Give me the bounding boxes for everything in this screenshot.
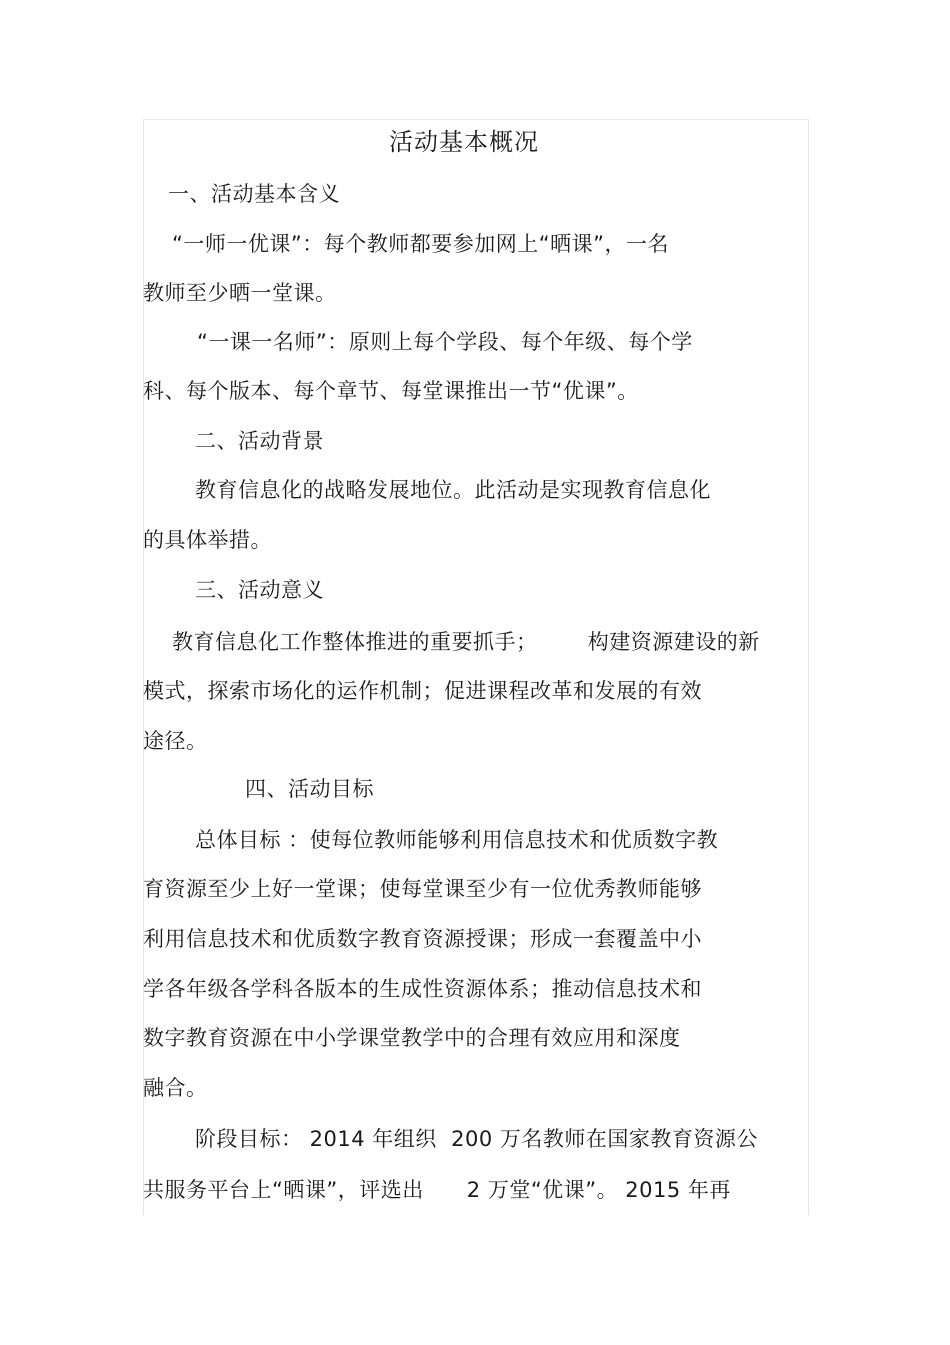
overall-goal-line-4: 学各年级各学科各版本的生成性资源体系；推动信息技术和 — [143, 977, 702, 1001]
overall-goal-line-3: 利用信息技术和优质数字教育资源授课；形成一套覆盖中小 — [143, 927, 702, 951]
section-2-para-line-1: 教育信息化的战略发展地位。此活动是实现教育信息化 — [195, 478, 711, 502]
section-1-para-1-line-2: 教师至少晒一堂课。 — [143, 281, 337, 305]
section-4-heading: 四、活动目标 — [245, 777, 374, 801]
section-1-para-2-line-2: 科、每个版本、每个章节、每堂课推出一节“优课”。 — [143, 379, 639, 403]
overall-goal-line-5: 数字教育资源在中小学课堂教学中的合理有效应用和深度 — [143, 1026, 681, 1050]
overall-goal-line-2: 育资源至少上好一堂课；使每堂课至少有一位优秀教师能够 — [143, 877, 702, 901]
section-1-heading: 一、活动基本含义 — [168, 182, 340, 206]
section-1-para-2-line-1: “一课一名师”：原则上每个学段、每个年级、每个学 — [197, 330, 693, 354]
section-2-para-line-2: 的具体举措。 — [143, 528, 272, 552]
overall-goal-line-1: 总体目标 ：使每位教师能够利用信息技术和优质数字教 — [195, 828, 719, 852]
section-1-para-1-line-1: “一师一优课”：每个教师都要参加网上“晒课”，一名 — [172, 232, 670, 256]
stage-goal-line-2: 共服务平台上“晒课”，评选出 2 万堂“优课”。 2015 年再 — [143, 1178, 731, 1202]
document-title: 活动基本概况 — [389, 128, 539, 156]
stage-goal-line-1: 阶段目标： 2014 年组织 200 万名教师在国家教育资源公 — [195, 1127, 758, 1151]
section-3-para-line-1: 教育信息化工作整体推进的重要抓手； 构建资源建设的新 — [172, 630, 760, 654]
section-2-heading: 二、活动背景 — [195, 429, 324, 453]
section-3-heading: 三、活动意义 — [195, 578, 324, 602]
section-3-para-line-2: 模式，探索市场化的运作机制；促进课程改革和发展的有效 — [143, 679, 702, 703]
section-3-para-line-3: 途径。 — [143, 729, 208, 753]
overall-goal-line-6: 融合。 — [143, 1076, 208, 1100]
